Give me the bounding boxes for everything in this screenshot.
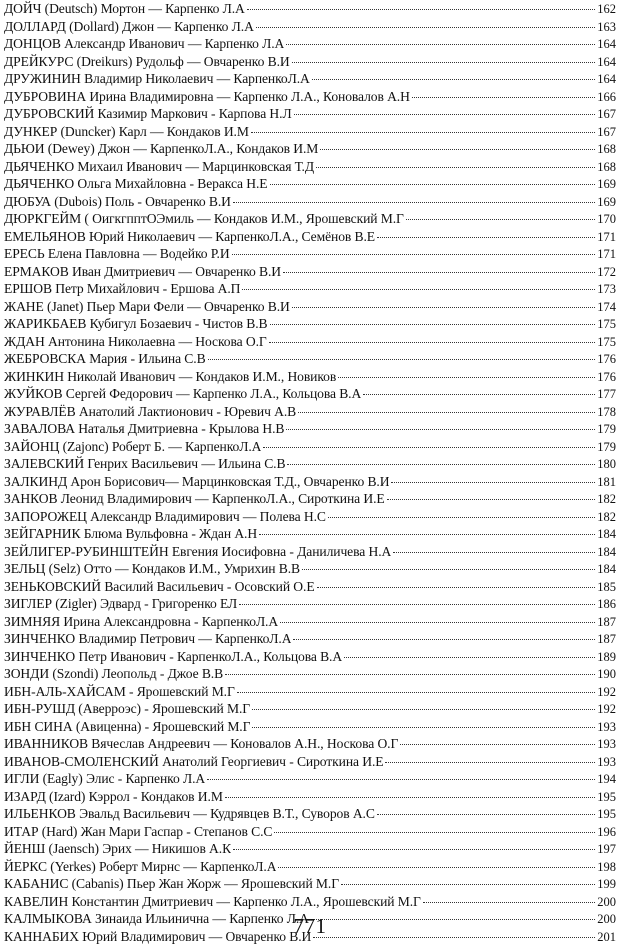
- toc-entry: [4, 18, 616, 36]
- dot-leader: [256, 26, 595, 28]
- toc-entry: [4, 123, 616, 141]
- dot-leader: [263, 446, 595, 448]
- dot-leader: [270, 183, 596, 185]
- entry-title: ЕРШОВ Петр Михайлович - Ершова А.П: [4, 281, 241, 296]
- dot-leader: [286, 43, 595, 45]
- entry-title: ЗОНДИ (Szondi) Леопольд - Джое В.В: [4, 666, 224, 681]
- dot-leader: [293, 638, 595, 640]
- dot-leader: [280, 621, 595, 623]
- toc-entry: [4, 105, 616, 123]
- dot-leader: [406, 218, 595, 220]
- entry-title: КАЛМЫКОВА Зинаида Ильинична — Карпенко Л.А: [4, 911, 309, 926]
- dot-leader: [252, 708, 595, 710]
- toc-entry: [4, 735, 616, 753]
- dot-leader: [423, 901, 595, 903]
- toc-entry: [4, 490, 616, 508]
- entry-title: ДУБРОВИНА Ирина Владимировна — Карпенко Л.А., Коновалов А.Н: [4, 88, 410, 104]
- toc-entry: [4, 700, 616, 718]
- entry-page-number: 167: [597, 107, 616, 121]
- toc-entry: [4, 718, 616, 736]
- entry-page-number: 163: [597, 19, 616, 34]
- entry-page-number: 172: [597, 264, 616, 279]
- entry-title: ЗИНЧЕНКО Петр Иванович - КарпенкоЛ.А., Кольцова В.А: [4, 648, 343, 664]
- entry-page-number: 177: [597, 387, 616, 401]
- toc-entry: [4, 53, 616, 71]
- toc-entry: [4, 175, 616, 193]
- dot-leader: [387, 498, 596, 500]
- toc-entry: [4, 683, 616, 701]
- entry-page-number: 176: [597, 352, 616, 366]
- entry-title: ИТАР (Hard) Жан Мари Гаспар - Степанов С.С: [4, 823, 273, 839]
- entry-page-number: 201: [597, 929, 616, 944]
- toc-entry: [4, 438, 616, 456]
- entry-page-number: 182: [597, 509, 616, 524]
- entry-page-number: 168: [597, 159, 616, 174]
- entry-page-number: 181: [597, 474, 616, 489]
- dot-leader: [233, 201, 595, 203]
- entry-title: ЙЕРКС (Yerkes) Роберт Мирнс — КарпенкоЛ.А: [4, 858, 277, 874]
- toc-entry: [4, 263, 616, 281]
- entry-page-number: 184: [597, 562, 616, 576]
- dot-leader: [237, 691, 596, 693]
- dot-leader: [344, 656, 595, 658]
- dot-leader: [302, 568, 595, 570]
- entry-page-number: 169: [597, 194, 616, 209]
- dot-leader: [317, 586, 596, 588]
- entry-title: ЖУРАВЛЁВ Анатолий Лактионович - Юревич А.В: [4, 403, 297, 419]
- entry-title: ДЬЯЧЕНКО Ольга Михайловна - Веракса Н.Е: [4, 176, 268, 191]
- entry-page-number: 164: [597, 54, 616, 69]
- toc-entry: [4, 858, 616, 876]
- dot-leader: [316, 166, 595, 168]
- entry-page-number: 174: [597, 299, 616, 314]
- entry-page-number: 187: [597, 614, 616, 629]
- entry-page-number: 200: [597, 912, 616, 926]
- dot-leader: [292, 306, 596, 308]
- toc-entry: [4, 140, 616, 158]
- dot-leader: [287, 463, 595, 465]
- entry-title: КАБАНИС (Cabanis) Пьер Жан Жорж — Ярошевский М.Г: [4, 876, 339, 891]
- entry-title: ЖАРИКБАЕВ Кубигул Бозаевич - Чистов В.В: [4, 316, 268, 331]
- toc-entry: [4, 385, 616, 403]
- entry-page-number: 166: [597, 89, 616, 104]
- dot-leader: [274, 831, 595, 833]
- entry-title: ДЬЮИ (Dewey) Джон — КарпенкоЛ.А., Кондаков И.М: [4, 141, 319, 156]
- entry-title: ИБН-АЛЬ-ХАЙСАМ - Ярошевский М.Г: [4, 683, 235, 699]
- entry-page-number: 196: [597, 824, 616, 839]
- toc-entry: [4, 788, 616, 806]
- entry-page-number: 175: [597, 334, 616, 349]
- dot-leader: [232, 253, 596, 255]
- entry-title: ДРУЖИНИН Владимир Николаевич — КарпенкоЛ.А: [4, 71, 310, 86]
- toc-entry: [4, 315, 616, 333]
- toc-entry: [4, 665, 616, 683]
- entry-title: ЖИНКИН Николай Иванович — Кондаков И.М., Новиков: [4, 368, 337, 384]
- entry-title: КАННАБИХ Юрий Владимирович — Овчаренко В.И: [4, 928, 312, 944]
- entry-page-number: 194: [597, 772, 616, 786]
- toc-entry: [4, 595, 616, 613]
- entry-title: ЗИНЧЕНКО Владимир Петрович — КарпенкоЛ.А: [4, 631, 292, 646]
- entry-title: ЖЕБРОВСКА Мария - Ильина С.В: [4, 351, 206, 366]
- dot-leader: [269, 341, 596, 343]
- entry-page-number: 178: [597, 404, 616, 419]
- toc-entry: [4, 350, 616, 368]
- entry-title: ДЮБУА (Dubois) Поль - Овчаренко В.И: [4, 193, 231, 209]
- toc-entry: [4, 875, 616, 893]
- entry-page-number: 175: [597, 317, 616, 331]
- entry-page-number: 184: [597, 544, 616, 559]
- entry-page-number: 168: [597, 142, 616, 156]
- dot-leader: [391, 481, 595, 483]
- dot-leader: [247, 8, 595, 10]
- entry-page-number: 186: [597, 597, 616, 611]
- entry-title: ИВАННИКОВ Вячеслав Андреевич — Коновалов А.Н., Носкова О.Г: [4, 736, 399, 751]
- toc-entry: [4, 210, 616, 228]
- entry-title: ЗАЛЕВСКИЙ Генрих Васильевич — Ильина С.В: [4, 456, 286, 471]
- toc-entry: [4, 455, 616, 473]
- dot-leader: [239, 603, 595, 605]
- entry-title: ЗИМНЯЯ Ирина Александровна - КарпенкоЛ.А: [4, 613, 279, 629]
- entry-title: ЖУЙКОВ Сергей Федорович — Карпенко Л.А., Кольцова В.А: [4, 386, 362, 401]
- toc-entry: [4, 333, 616, 351]
- entry-page-number: 193: [597, 754, 616, 769]
- entry-title: ИБН-РУШД (Аверроэс) - Ярошевский М.Г: [4, 701, 251, 716]
- toc-entry: [4, 648, 616, 666]
- entry-title: ЗАПОРОЖЕЦ Александр Владимирович — Полева Н.С: [4, 508, 326, 524]
- toc-entry: [4, 560, 616, 578]
- entry-title: ИБН СИНА (Авиценна) - Ярошевский М.Г: [4, 718, 251, 734]
- dot-leader: [363, 393, 595, 395]
- entry-page-number: 164: [597, 72, 616, 86]
- dot-leader: [400, 743, 595, 745]
- entry-title: ДУБРОВСКИЙ Казимир Маркович - Карпова Н.Л: [4, 106, 292, 121]
- entry-page-number: 176: [597, 369, 616, 384]
- dot-leader: [251, 131, 595, 133]
- entry-title: ЗЕЛЬЦ (Selz) Отто — Кондаков И.М., Умрихин В.В: [4, 561, 300, 576]
- dot-leader: [225, 673, 595, 675]
- entry-title: ДУНКЕР (Duncker) Карл — Кондаков И.М: [4, 123, 249, 139]
- toc-entry: [4, 88, 616, 106]
- toc-entry: [4, 0, 616, 18]
- entry-title: ИГЛИ (Eagly) Элис - Карпенко Л.А: [4, 771, 206, 786]
- dot-leader: [242, 288, 595, 290]
- dot-leader: [233, 848, 595, 850]
- entry-title: ДОЛЛАРД (Dollard) Джон — Карпенко Л.А: [4, 18, 254, 34]
- entry-page-number: 192: [597, 684, 616, 699]
- dot-leader: [412, 96, 595, 98]
- entry-title: ЗИГЛЕР (Zigler) Эдвард - Григоренко ЕЛ: [4, 596, 238, 611]
- toc-entry: [4, 473, 616, 491]
- dot-leader: [270, 323, 596, 325]
- toc-entry: [4, 525, 616, 543]
- entry-page-number: 179: [597, 439, 616, 454]
- toc-entry: [4, 840, 616, 858]
- toc-entry: [4, 508, 616, 526]
- entry-title: ЗАВАЛОВА Наталья Дмитриевна - Крылова Н.В: [4, 421, 285, 436]
- entry-title: ИЛЬЕНКОВ Эвальд Васильевич — Кудрявцев В.Т., Суворов А.С: [4, 806, 375, 821]
- entry-title: ДОЙЧ (Deutsch) Мортон — Карпенко Л.А: [4, 1, 245, 16]
- dot-leader: [286, 428, 595, 430]
- entry-title: ЖАНЕ (Janet) Пьер Мари Фели — Овчаренко В.И: [4, 298, 290, 314]
- entry-title: ЕРЕСЬ Елена Павловна — Водейко Р.И: [4, 246, 230, 261]
- toc-entry: [4, 193, 616, 211]
- entry-page-number: 193: [597, 719, 616, 734]
- entry-page-number: 167: [597, 124, 616, 139]
- entry-page-number: 187: [597, 632, 616, 646]
- dot-leader: [312, 78, 595, 80]
- entry-page-number: 185: [597, 579, 616, 594]
- toc-entry: [4, 298, 616, 316]
- toc-entry: [4, 543, 616, 561]
- dot-leader: [292, 61, 596, 63]
- toc-entry: [4, 805, 616, 823]
- entry-title: ЗЕЙЛИГЕР-РУБИНШТЕЙН Евгения Иосифовна - Даниличева Н.А: [4, 543, 392, 559]
- entry-page-number: 164: [597, 37, 616, 51]
- entry-title: ИВАНОВ-СМОЛЕНСКИЙ Анатолий Георгиевич - Сироткина И.Е: [4, 753, 384, 769]
- entry-page-number: 195: [597, 789, 616, 804]
- entry-page-number: 198: [597, 859, 616, 874]
- dot-leader: [207, 778, 595, 780]
- entry-title: ЗЕНЬКОВСКИЙ Василий Васильевич - Осовский О.Е: [4, 578, 315, 594]
- entry-page-number: 171: [597, 229, 616, 244]
- entry-page-number: 200: [597, 894, 616, 909]
- dot-leader: [341, 883, 595, 885]
- entry-page-number: 173: [597, 282, 616, 296]
- dot-leader: [225, 796, 595, 798]
- entry-title: ЕРМАКОВ Иван Дмитриевич — Овчаренко В.И: [4, 263, 282, 279]
- entry-page-number: 195: [597, 807, 616, 821]
- toc-entry: [4, 403, 616, 421]
- entry-title: ЕМЕЛЬЯНОВ Юрий Николаевич — КарпенкоЛ.А., Семёнов В.Е: [4, 228, 375, 244]
- dot-leader: [320, 148, 595, 150]
- dot-leader: [385, 761, 595, 763]
- entry-page-number: 169: [597, 177, 616, 191]
- entry-title: ЙЕНШ (Jaensch) Эрих — Никишов А.К: [4, 841, 232, 856]
- entry-page-number: 193: [597, 737, 616, 751]
- table-of-contents: [4, 0, 616, 945]
- entry-page-number: 192: [597, 702, 616, 716]
- entry-page-number: 162: [597, 2, 616, 16]
- entry-title: ДОНЦОВ Александр Иванович — Карпенко Л.А: [4, 36, 285, 51]
- entry-page-number: 197: [597, 842, 616, 856]
- dot-leader: [259, 533, 595, 535]
- dot-leader: [298, 411, 595, 413]
- toc-entry: [4, 280, 616, 298]
- entry-title: ЗАЙОНЦ (Zajonc) Роберт Б. — КарпенкоЛ.А: [4, 438, 262, 454]
- dot-leader: [377, 813, 595, 815]
- toc-entry: [4, 630, 616, 648]
- entry-page-number: 190: [597, 667, 616, 681]
- toc-entry: [4, 613, 616, 631]
- entry-page-number: 171: [597, 247, 616, 261]
- page-number: 771: [293, 914, 327, 938]
- entry-title: ДРЕЙКУРС (Dreikurs) Рудольф — Овчаренко В.И: [4, 53, 290, 69]
- toc-entry: [4, 823, 616, 841]
- dot-leader: [294, 113, 596, 115]
- entry-title: ИЗАРД (Izard) Кэррол - Кондаков И.М: [4, 788, 223, 804]
- toc-entry: [4, 245, 616, 263]
- entry-title: ЗЕЙГАРНИК Блюма Вульфовна - Ждан А.Н: [4, 526, 258, 541]
- toc-entry: [4, 578, 616, 596]
- dot-leader: [278, 866, 595, 868]
- entry-title: ДЬЯЧЕНКО Михаил Иванович — Марцинковская Т.Д: [4, 158, 314, 174]
- entry-page-number: 180: [597, 457, 616, 471]
- entry-page-number: 179: [597, 422, 616, 436]
- toc-entry: [4, 753, 616, 771]
- entry-title: КАВЕЛИН Константин Дмитриевич — Карпенко Л.А., Ярошевский М.Г: [4, 893, 421, 909]
- entry-title: ЖДАН Антонина Николаевна — Носкова О.Г: [4, 333, 267, 349]
- toc-entry: [4, 35, 616, 53]
- entry-page-number: 170: [597, 212, 616, 226]
- entry-title: ДЮРКГЕЙМ ( ОигкгпптОЭмиль — Кондаков И.М., Ярошевский М.Г: [4, 211, 404, 226]
- dot-leader: [393, 551, 595, 553]
- dot-leader: [283, 271, 595, 273]
- dot-leader: [328, 516, 595, 518]
- dot-leader: [338, 376, 595, 378]
- entry-page-number: 184: [597, 527, 616, 541]
- entry-page-number: 182: [597, 492, 616, 506]
- entry-title: ЗАНКОВ Леонид Владимирович — КарпенкоЛ.А., Сироткина И.Е: [4, 491, 385, 506]
- toc-entry: [4, 158, 616, 176]
- toc-entry: [4, 228, 616, 246]
- dot-leader: [252, 726, 595, 728]
- toc-entry: [4, 770, 616, 788]
- entry-title: ЗАЛКИНД Арон Борисович— Марцинковская Т.Д., Овчаренко В.И: [4, 473, 390, 489]
- toc-entry: [4, 893, 616, 911]
- toc-entry: [4, 368, 616, 386]
- dot-leader: [377, 236, 595, 238]
- entry-page-number: 199: [597, 877, 616, 891]
- dot-leader: [208, 358, 596, 360]
- toc-entry: [4, 420, 616, 438]
- entry-page-number: 189: [597, 649, 616, 664]
- toc-entry: [4, 70, 616, 88]
